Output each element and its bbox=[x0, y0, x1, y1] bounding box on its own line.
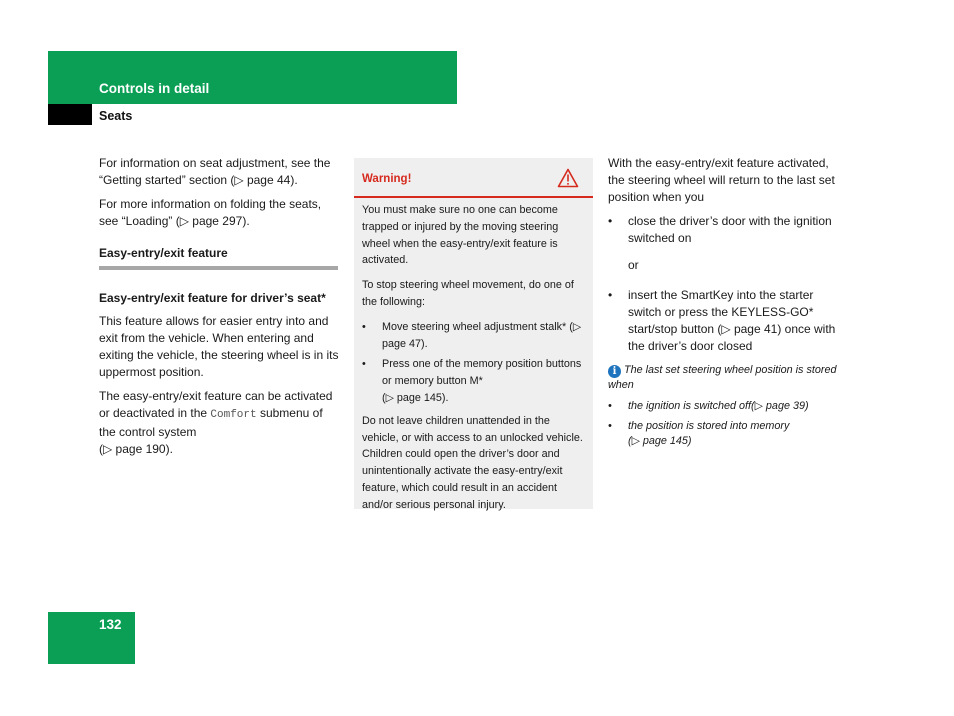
note-text: The last set steering wheel position is stored when bbox=[608, 364, 837, 391]
condition-list bbox=[608, 213, 848, 247]
section-divider bbox=[99, 266, 338, 270]
warning-divider bbox=[354, 196, 593, 198]
activation-text-cont: submenu of the control system bbox=[99, 406, 323, 439]
subheading: Easy-entry/exit feature for driver’s seat* bbox=[99, 291, 326, 305]
comfort-menu-name: Comfort bbox=[210, 409, 257, 421]
warning-bullet-list bbox=[362, 319, 586, 407]
warning-title: Warning! bbox=[362, 173, 412, 185]
list-item-text: the position is stored into memory bbox=[628, 420, 790, 432]
list-item: • Move steering wheel adjustment stalk* (▷ page 47). bbox=[362, 319, 586, 353]
folding-seats-reference: For more information on folding the seats, see “Loading” (▷ page 297). bbox=[99, 197, 322, 228]
activation-text: The easy-entry/exit feature can be activated or deactivated in the bbox=[99, 389, 333, 420]
list-item bbox=[362, 356, 586, 406]
return-position-paragraph: With the easy-entry/exit feature activated, the steering wheel will return to the last set position when you bbox=[608, 156, 835, 204]
list-item: • insert the SmartKey into the starter switch or press the KEYLESS-GO* start/stop button (▷ page 41) once with the driver’s door closed bbox=[608, 287, 848, 355]
left-column bbox=[99, 155, 339, 465]
warning-triangle-icon bbox=[557, 168, 579, 188]
feature-description: This feature allows for easier entry into and exit from the vehicle. When entering and exiting the vehicle, the steering wheel is in its uppermost position. bbox=[99, 314, 339, 379]
seat-adjustment-reference: For information on seat adjustment, see the “Getting started” section (▷ page 44). bbox=[99, 156, 331, 187]
right-column bbox=[608, 155, 848, 455]
note-bullet-list bbox=[608, 399, 848, 449]
warning-box bbox=[354, 158, 593, 509]
condition-list-2 bbox=[608, 287, 848, 355]
section-tab-marker bbox=[48, 104, 92, 125]
list-item bbox=[608, 419, 848, 449]
page-number-box bbox=[48, 612, 135, 664]
section-title: Seats bbox=[99, 109, 133, 123]
info-note bbox=[608, 363, 848, 449]
list-item-page-ref: (▷ page 145) bbox=[628, 435, 692, 447]
section-heading: Easy-entry/exit feature bbox=[99, 246, 228, 260]
warning-body bbox=[362, 202, 586, 522]
activation-paragraph bbox=[99, 388, 339, 458]
list-item: • close the driver’s door with the ignition switched on bbox=[608, 213, 848, 247]
activation-page-ref: (▷ page 190). bbox=[99, 442, 173, 456]
list-item: • the ignition is switched off(▷ page 39) bbox=[608, 399, 848, 414]
warning-paragraph-1: You must make sure no one can become trapped or injured by the moving steering wheel when the easy-entry/exit feature is activated. bbox=[362, 204, 559, 267]
list-item-page-ref: (▷ page 145). bbox=[382, 391, 449, 404]
warning-paragraph-3: Do not leave children unattended in the vehicle, or with access to an unlocked vehicle. Children could open the driver’s door and unintentionally activate the easy-entry/exit feature, which could result in an accident and/or serious personal injury. bbox=[362, 414, 583, 511]
info-icon: i bbox=[608, 365, 621, 378]
chapter-title: Controls in detail bbox=[99, 81, 210, 96]
page-number: 132 bbox=[99, 617, 122, 632]
warning-paragraph-2: To stop steering wheel movement, do one of the following: bbox=[362, 279, 574, 308]
or-separator: or bbox=[628, 258, 639, 272]
list-item-text: Press one of the memory position buttons or memory button M* bbox=[382, 358, 582, 388]
